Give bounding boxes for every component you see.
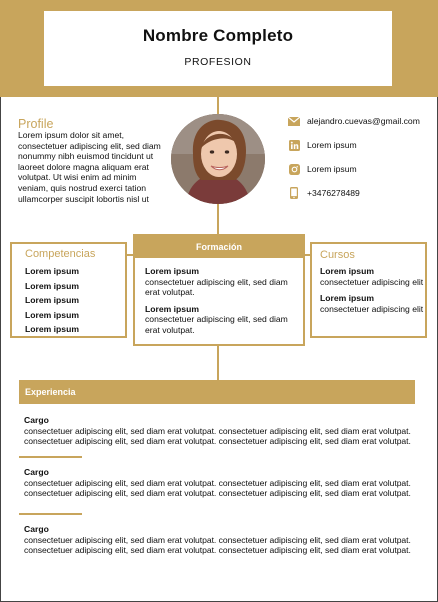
formacion-box — [133, 234, 305, 346]
phone-icon — [288, 187, 300, 199]
competencia-item: Lorem ipsum — [25, 324, 79, 334]
profile-text: Lorem ipsum dolor sit amet, consectetuer adipiscing elit, sed diam nonummy nibh euismod tincidunt ut laoreet dolore magna aliquam erat volutpat. Ut wisi enim ad minim veniam, quis nostrud exerci tation ullamcorper suscipit lobortis nisl ut — [18, 130, 161, 204]
competencia-item: Lorem ipsum — [25, 280, 79, 291]
contact-instagram-text[interactable]: Lorem ipsum — [307, 164, 357, 174]
curso-entry-text: consectetuer adipiscing elit — [320, 276, 424, 287]
job-title: Cargo — [24, 524, 49, 534]
job-description-line: consectetuer adipiscing elit, sed diam erat volutpat. consectetuer adipiscing elit, sed diam erat volutpat. — [24, 535, 411, 545]
connector-photo-formacion — [217, 204, 219, 236]
competencia-item: Lorem ipsum — [25, 309, 79, 320]
formacion-list — [135, 258, 303, 335]
experiencia-title: Experiencia — [19, 380, 415, 404]
contact-linkedin-text[interactable]: Lorem ipsum — [307, 140, 357, 150]
competencias-box — [10, 242, 127, 338]
profile-title: Profile — [18, 117, 54, 131]
contact-phone-text[interactable]: +3476278489 — [307, 188, 360, 198]
profession: PROFESION — [184, 56, 252, 68]
profile-photo-portrait — [171, 114, 265, 204]
contact-instagram — [288, 163, 428, 175]
job-entry — [24, 415, 419, 446]
contact-phone — [288, 187, 428, 199]
linkedin-icon — [288, 139, 300, 151]
job-separator — [19, 513, 82, 515]
job-entry — [24, 524, 419, 555]
full-name: Nombre Completo — [142, 26, 294, 45]
contact-email — [288, 115, 428, 127]
name-box — [44, 11, 392, 86]
contact-list — [288, 115, 428, 211]
competencia-item: Lorem ipsum — [25, 295, 79, 305]
job-description-line: consectetuer adipiscing elit, sed diam erat volutpat. consectetuer adipiscing elit, sed diam erat volutpat. — [24, 545, 411, 555]
formacion-entry-text: consectetuer adipiscing elit, sed diam erat volutpat. — [145, 276, 288, 297]
job-title: Cargo — [24, 415, 49, 425]
contact-email-text[interactable]: alejandro.cuevas@gmail.com — [307, 116, 420, 126]
formacion-title: Formación — [135, 236, 303, 258]
formacion-entry — [145, 266, 293, 298]
email-icon — [288, 115, 300, 127]
job-separator — [19, 456, 82, 458]
job-description-line: consectetuer adipiscing elit, sed diam erat volutpat. consectetuer adipiscing elit, sed diam erat volutpat. — [24, 436, 411, 446]
job-description-line: consectetuer adipiscing elit, sed diam erat volutpat. consectetuer adipiscing elit, sed diam erat volutpat. — [24, 488, 411, 498]
connector-header-photo — [217, 97, 219, 114]
formacion-entry — [145, 304, 293, 336]
job-entry — [24, 467, 419, 498]
curso-entry-title: Lorem ipsum — [320, 293, 374, 303]
curso-entry-title: Lorem ipsum — [320, 266, 374, 276]
cursos-list — [320, 266, 425, 314]
competencia-item: Lorem ipsum — [25, 266, 79, 276]
cursos-title: Cursos — [320, 249, 355, 261]
connector-formacion-experiencia — [217, 345, 219, 380]
curso-entry — [320, 293, 425, 314]
formacion-entry-title: Lorem ipsum — [145, 266, 199, 276]
contact-linkedin — [288, 139, 428, 151]
competencias-title: Competencias — [25, 248, 96, 260]
competencias-list — [25, 264, 125, 337]
instagram-icon — [288, 163, 300, 175]
cursos-box — [310, 242, 427, 338]
formacion-entry-title: Lorem ipsum — [145, 303, 199, 314]
job-title: Cargo — [24, 467, 49, 477]
job-description-line: consectetuer adipiscing elit, sed diam erat volutpat. consectetuer adipiscing elit, sed diam erat volutpat. — [24, 478, 411, 488]
curso-entry — [320, 266, 425, 287]
formacion-entry-text: consectetuer adipiscing elit, sed diam erat volutpat. — [145, 314, 288, 335]
curso-entry-text: consectetuer adipiscing elit — [320, 303, 424, 314]
job-description-line: consectetuer adipiscing elit, sed diam erat volutpat. consectetuer adipiscing elit, sed diam erat volutpat. — [24, 426, 411, 436]
profile-photo — [171, 114, 265, 204]
